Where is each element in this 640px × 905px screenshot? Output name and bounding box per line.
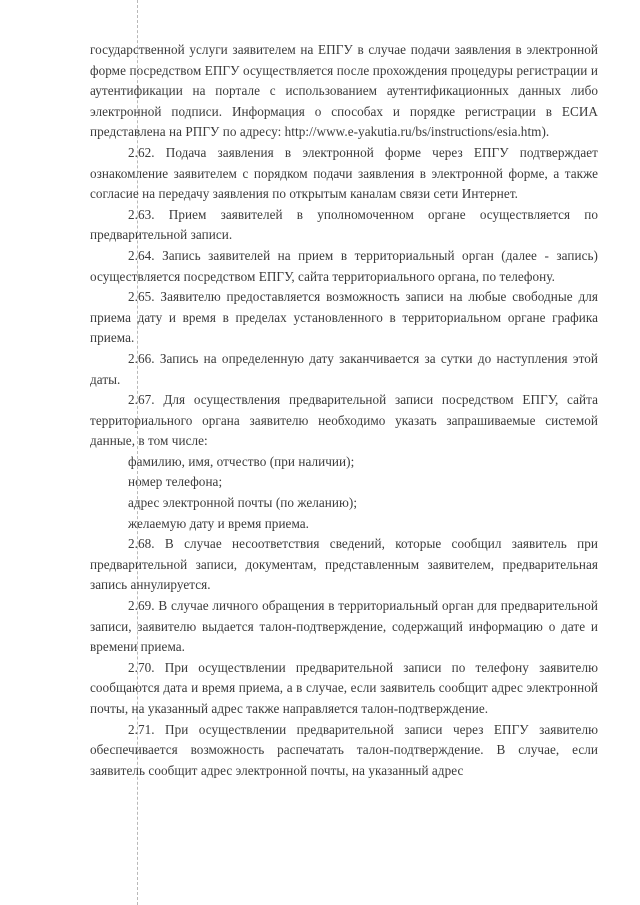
list-item-name: фамилию, имя, отчество (при наличии); bbox=[128, 453, 355, 469]
list-item-phone: номер телефона; bbox=[128, 474, 223, 490]
paragraph-2-70: 2.70. При осуществлении предварительной записи по телефону заявителю сообщаются дата и время приема, а в случае, если заявитель сообщит адрес электронной почты, на указанный адрес также направляется талон-подтверждение. bbox=[90, 659, 598, 716]
paragraph-2-68: 2.68. В случае несоответствия сведений, которые сообщил заявитель при предварительной записи, документам, представленным заявителем, предварительная запись аннулируется. bbox=[90, 536, 598, 593]
paragraph-continuation: государственной услуги заявителем на ЕПГУ в случае подачи заявления в электронной форме посредством ЕПГУ осуществляется после прохождения процедуры регистрации и аутентификации на портале с использованием аутентификационных данных либо электронной подписи. Информация о способах и порядке регистрации в ЕСИА представлена на РПГУ по адресу: http://www.e-yakutia.ru/bs/instructions/esia.htm). bbox=[90, 42, 598, 140]
paragraph-2-63: 2.63. Прием заявителей в уполномоченном органе осуществляется по предварительной записи. bbox=[90, 206, 598, 243]
list-item-email: адрес электронной почты (по желанию); bbox=[128, 495, 358, 511]
paragraph-2-69: 2.69. В случае личного обращения в территориальный орган для предварительной записи, заявителю выдается талон-подтверждение, содержащий информацию о дате и времени приема. bbox=[90, 598, 598, 655]
document-body bbox=[90, 40, 598, 781]
paragraph-2-67: 2.67. Для осуществления предварительной записи посредством ЕПГУ, сайта территориального органа заявителю необходимо указать запрашиваемые системой данные, в том числе: bbox=[90, 392, 598, 449]
paragraph-2-62: 2.62. Подача заявления в электронной форме через ЕПГУ подтверждает ознакомление заявителем с порядком подачи заявления в электронной форме, а также согласие на передачу заявления по открытым каналам связи сети Интернет. bbox=[90, 144, 598, 202]
list-item-date: желаемую дату и время приема. bbox=[128, 515, 310, 531]
paragraph-2-65: 2.65. Заявителю предоставляется возможность записи на любые свободные для приема дату и время в пределах установленного в территориальном органе графика приема. bbox=[90, 289, 598, 346]
paragraph-2-71: 2.71. При осуществлении предварительной записи через ЕПГУ заявителю обеспечивается возможность распечатать талон-подтверждение. В случае, если заявитель сообщит адрес электронной почты, на указанный адрес bbox=[90, 721, 598, 778]
paragraph-2-64: 2.64. Запись заявителей на прием в территориальный орган (далее - запись) осуществляется посредством ЕПГУ, сайта территориального органа, по телефону. bbox=[90, 247, 598, 284]
paragraph-2-66: 2.66. Запись на определенную дату заканчивается за сутки до наступления этой даты. bbox=[90, 350, 598, 387]
